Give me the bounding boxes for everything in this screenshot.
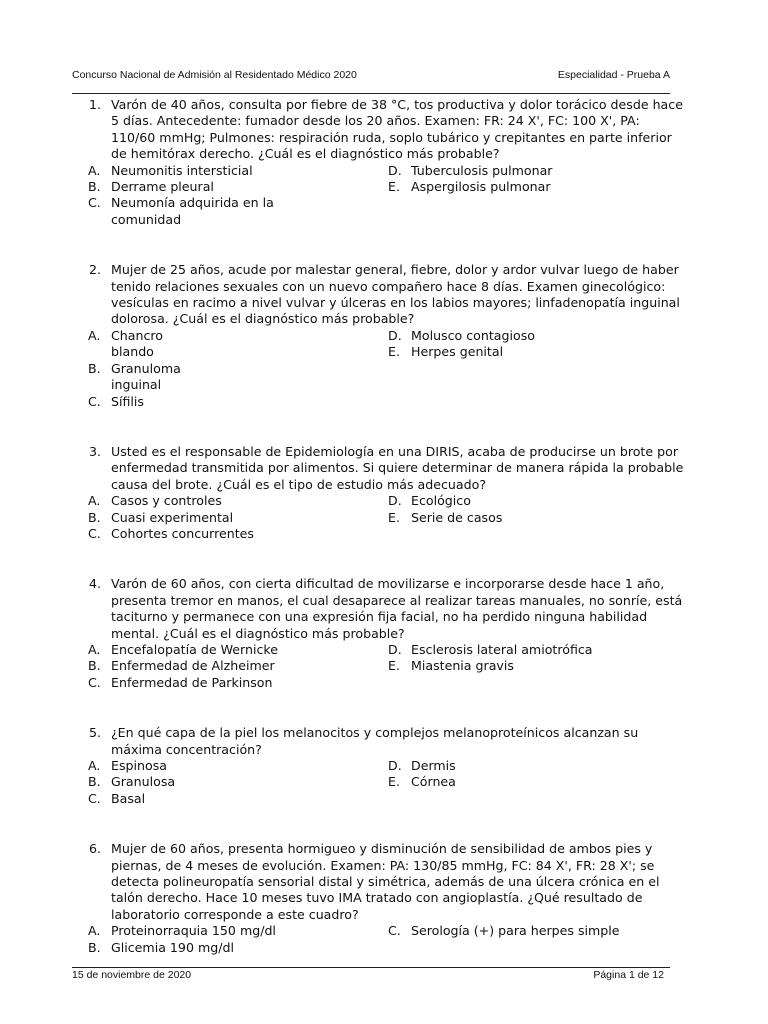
exam-title: Concurso Nacional de Admisión al Residentado Médico 2020 <box>72 69 357 81</box>
questions-area <box>72 97 687 959</box>
question-number: 3. <box>88 443 101 459</box>
option-e: E. Córnea <box>388 774 456 790</box>
option-a: A. Casos y controles <box>88 493 222 509</box>
question-1 <box>72 97 687 228</box>
question-stem: ¿En qué capa de la piel los melanocitos y complejos melanoproteínicos alcanzan su máxima concentración? <box>111 725 639 757</box>
question-3 <box>72 444 687 542</box>
option-a: A. Chancro blando <box>88 327 164 360</box>
question-stem: Usted es el responsable de Epidemiología en una DIRIS, acaba de producirse un brote por enfermedad transmitida por alimentos. Si quiere determinar de manera rápida la probable causa del brote. ¿Cuál es el tipo de estudio más adecuado? <box>111 443 684 492</box>
option-a: A. Neumonitis intersticial <box>88 162 253 178</box>
option-c: C. Serología (+) para herpes simple <box>388 923 620 939</box>
header-divider <box>72 93 670 94</box>
page-number: Página 1 de 12 <box>593 969 664 981</box>
question-2 <box>72 262 687 410</box>
option-c: C. Neumonía adquirida en la comunidad <box>88 195 274 227</box>
question-5 <box>72 725 687 807</box>
option-b: B. Cuasi experimental <box>88 509 234 525</box>
exam-date: 15 de noviembre de 2020 <box>72 969 192 981</box>
question-stem: Varón de 60 años, con cierta dificultad de movilizarse e incorporarse desde hace 1 año, presenta tremor en manos, el cual desaparece al realizar tareas manuales, no sonríe, está taciturno y permanece con una expresión fija facial, no ha perdido ninguna habilidad mental. ¿Cuál es el diagnóstico más probable? <box>111 576 683 641</box>
option-b: B. Granulosa <box>88 774 176 790</box>
option-c: C. Basal <box>88 790 146 806</box>
question-number: 1. <box>88 97 101 112</box>
option-a: A. Espinosa <box>88 758 167 773</box>
option-c: C. Sífilis <box>88 393 144 409</box>
option-d: D. Dermis <box>388 758 456 773</box>
option-b: B. Glicemia 190 mg/dl <box>88 939 234 955</box>
option-b: B. Granuloma inguinal <box>88 360 181 393</box>
page-header <box>72 69 670 81</box>
question-number: 2. <box>88 262 101 278</box>
option-d: D. Tuberculosis pulmonar <box>388 162 553 178</box>
option-d: D. Esclerosis lateral amiotrófica <box>388 641 593 657</box>
option-d: D. Ecológico <box>388 493 471 509</box>
page-footer <box>72 969 670 981</box>
option-e: E. Serie de casos <box>388 509 503 525</box>
option-b: B. Derrame pleural <box>88 179 214 195</box>
question-number: 5. <box>88 725 101 741</box>
option-a: A. Encefalopatía de Wernicke <box>88 641 278 657</box>
option-b: B. Enfermedad de Alzheimer <box>88 658 275 674</box>
option-c: C. Enfermedad de Parkinson <box>88 674 273 690</box>
option-e: E. Aspergilosis pulmonar <box>388 179 551 195</box>
question-stem: Mujer de 60 años, presenta hormigueo y disminución de sensibilidad de ambos pies y piernas, de 4 meses de evolución. Examen: PA: 130/85 mmHg, FC: 84 X', FR: 28 X'; se detecta polineuropatía sensorial distal y simétrica, además de una úlcera crónica en el talón derecho. Hace 10 meses tuvo IMA tratado con angioplastía. ¿Qué resultado de laboratorio corresponde a este cuadro? <box>111 841 660 922</box>
option-a: A. Proteinorraquia 150 mg/dl <box>88 923 276 939</box>
question-6 <box>72 841 687 956</box>
option-e: E. Herpes genital <box>388 344 504 360</box>
option-e: E. Miastenia gravis <box>388 658 514 674</box>
option-d: D. Molusco contagioso <box>388 327 535 343</box>
question-stem: Mujer de 25 años, acude por malestar general, fiebre, dolor y ardor vulvar luego de haber tenido relaciones sexuales con un nuevo compañero hace 8 días. Examen ginecológico: vesículas en racimo a nivel vulvar y úlceras en los labios mayores; linfadenopatía inguinal dolorosa. ¿Cuál es el diagnóstico más probable? <box>111 262 680 327</box>
question-4 <box>72 576 687 691</box>
question-number: 4. <box>88 576 101 592</box>
exam-section: Especialidad - Prueba A <box>557 69 670 81</box>
option-c: C. Cohortes concurrentes <box>88 525 254 541</box>
question-number: 6. <box>88 841 101 857</box>
question-stem: Varón de 40 años, consulta por fiebre de 38 °C, tos productiva y dolor torácico desde hace 5 días. Antecedente: fumador desde los 20 años. Examen: FR: 24 X', FC: 100 X', PA: 110/60 mmHg; Pulmones: respiración ruda, soplo tubárico y crepitantes en parte inferior de hemitórax derecho. ¿Cuál es el diagnóstico más probable? <box>111 97 683 162</box>
footer-divider <box>72 967 670 968</box>
